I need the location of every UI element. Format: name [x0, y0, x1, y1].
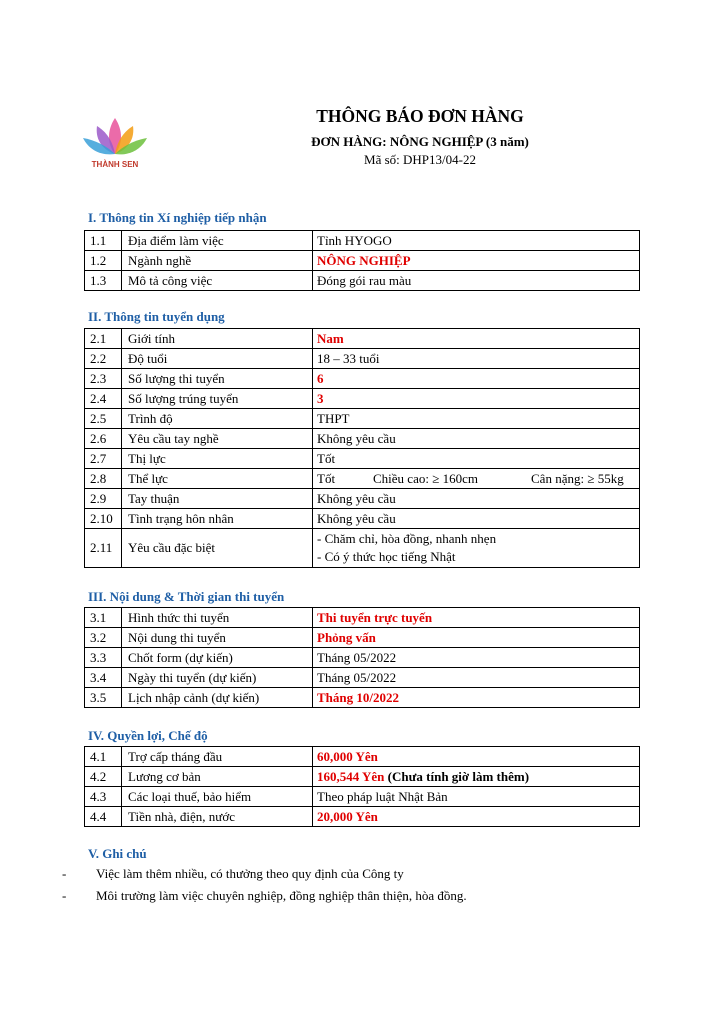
table-row — [85, 489, 640, 509]
weight-requirement: Cân nặng: ≥ 55kg — [531, 470, 624, 486]
page-title: THÔNG BÁO ĐƠN HÀNG — [316, 106, 524, 126]
table-row — [85, 409, 640, 429]
row-number: 2.7 — [85, 449, 122, 469]
row-number: 4.4 — [85, 807, 122, 827]
salary-value: 160,544 Yên — [317, 768, 385, 784]
section-4-heading: IV. Quyền lợi, Chế độ — [88, 728, 208, 743]
row-value: 60,000 Yên — [313, 747, 640, 767]
row-value: Tháng 10/2022 — [313, 688, 640, 708]
row-number: 2.5 — [85, 409, 122, 429]
row-label: Trợ cấp tháng đầu — [122, 747, 313, 767]
row-label: Nội dung thi tuyển — [122, 628, 313, 648]
table-row — [85, 608, 640, 628]
row-label: Lương cơ bản — [122, 767, 313, 787]
row-number: 2.2 — [85, 349, 122, 369]
table-row — [85, 628, 640, 648]
table-row — [85, 469, 640, 489]
row-label: Yêu cầu tay nghề — [122, 429, 313, 449]
row-value: 3 — [313, 389, 640, 409]
table-row — [85, 688, 640, 708]
table-row — [85, 767, 640, 787]
row-value: Tỉnh HYOGO — [313, 231, 640, 251]
table-row — [85, 231, 640, 251]
row-value: Không yêu cầu — [313, 429, 640, 449]
row-value: Không yêu cầu — [313, 509, 640, 529]
table-row — [85, 807, 640, 827]
table-row — [85, 529, 640, 568]
row-value: Tốt — [313, 449, 640, 469]
section-4-table — [84, 746, 640, 827]
row-number: 2.1 — [85, 329, 122, 349]
row-number: 2.9 — [85, 489, 122, 509]
salary-note: (Chưa tính giờ làm thêm) — [387, 768, 530, 784]
row-label: Các loại thuế, bảo hiểm — [122, 787, 313, 807]
row-label: Thị lực — [122, 449, 313, 469]
row-label: Giới tính — [122, 329, 313, 349]
table-row — [85, 429, 640, 449]
table-row — [85, 349, 640, 369]
order-code: Mã số: DHP13/04-22 — [364, 152, 476, 167]
row-value: Thi tuyển trực tuyến — [313, 608, 640, 628]
row-value — [313, 469, 640, 489]
height-requirement: Chiều cao: ≥ 160cm — [373, 470, 478, 486]
table-row — [85, 747, 640, 767]
section-2-heading: II. Thông tin tuyển dụng — [88, 309, 225, 324]
row-label: Mô tả công việc — [122, 271, 313, 291]
row-label: Thể lực — [122, 469, 313, 489]
company-logo — [75, 112, 155, 174]
row-value: NÔNG NGHIỆP — [313, 251, 640, 271]
row-number: 2.4 — [85, 389, 122, 409]
note-text: Việc làm thêm nhiều, có thưởng theo quy định của Công ty — [96, 866, 404, 881]
bullet-dash: - — [62, 866, 67, 881]
row-value: 18 – 33 tuổi — [313, 349, 640, 369]
table-row — [85, 668, 640, 688]
table-row — [85, 648, 640, 668]
row-number: 1.2 — [85, 251, 122, 271]
special-req-2: - Có ý thức học tiếng Nhật — [317, 549, 456, 564]
row-number: 1.3 — [85, 271, 122, 291]
section-3-heading: III. Nội dung & Thời gian thi tuyển — [88, 589, 285, 604]
special-req-1: - Chăm chỉ, hòa đồng, nhanh nhẹn — [317, 531, 497, 546]
row-number: 4.2 — [85, 767, 122, 787]
row-number: 2.3 — [85, 369, 122, 389]
row-number: 3.4 — [85, 668, 122, 688]
row-number: 4.1 — [85, 747, 122, 767]
row-value — [313, 529, 640, 568]
row-value: 6 — [313, 369, 640, 389]
row-number: 2.11 — [85, 529, 122, 568]
notes-list — [62, 866, 467, 910]
list-item — [62, 888, 467, 904]
row-label: Chốt form (dự kiến) — [122, 648, 313, 668]
note-text: Môi trường làm việc chuyên nghiệp, đồng nghiệp thân thiện, hòa đồng. — [96, 888, 467, 903]
row-value: Không yêu cầu — [313, 489, 640, 509]
table-row — [85, 787, 640, 807]
row-label: Tình trạng hôn nhân — [122, 509, 313, 529]
row-label: Địa điểm làm việc — [122, 231, 313, 251]
table-row — [85, 271, 640, 291]
row-number: 3.3 — [85, 648, 122, 668]
row-number: 2.6 — [85, 429, 122, 449]
row-number: 2.10 — [85, 509, 122, 529]
row-label: Số lượng trúng tuyển — [122, 389, 313, 409]
row-number: 4.3 — [85, 787, 122, 807]
section-5-heading: V. Ghi chú — [88, 846, 147, 861]
row-label: Độ tuổi — [122, 349, 313, 369]
row-value: Đóng gói rau màu — [313, 271, 640, 291]
row-label: Trình độ — [122, 409, 313, 429]
row-value: Phỏng vấn — [313, 628, 640, 648]
fitness-value: Tốt — [317, 470, 336, 486]
section-3-table — [84, 607, 640, 708]
row-label: Số lượng thi tuyển — [122, 369, 313, 389]
section-1-heading: I. Thông tin Xí nghiệp tiếp nhận — [88, 210, 267, 225]
row-number: 3.1 — [85, 608, 122, 628]
row-value: 20,000 Yên — [313, 807, 640, 827]
row-value: Tháng 05/2022 — [313, 648, 640, 668]
row-value: Nam — [313, 329, 640, 349]
bullet-dash: - — [62, 888, 67, 903]
row-value: Tháng 05/2022 — [313, 668, 640, 688]
row-label: Tay thuận — [122, 489, 313, 509]
row-label: Lịch nhập cảnh (dự kiến) — [122, 688, 313, 708]
table-row — [85, 449, 640, 469]
table-row — [85, 509, 640, 529]
table-row — [85, 369, 640, 389]
page-subtitle: ĐƠN HÀNG: NÔNG NGHIỆP (3 năm) — [311, 134, 529, 149]
row-label: Ngày thi tuyển (dự kiến) — [122, 668, 313, 688]
row-number: 3.2 — [85, 628, 122, 648]
row-label: Tiền nhà, điện, nước — [122, 807, 313, 827]
row-value: THPT — [313, 409, 640, 429]
section-2-table — [84, 328, 640, 568]
table-row — [85, 329, 640, 349]
row-label: Hình thức thi tuyển — [122, 608, 313, 628]
table-row — [85, 251, 640, 271]
logo-text: THÀNH SEN — [91, 160, 139, 169]
row-number: 1.1 — [85, 231, 122, 251]
row-number: 3.5 — [85, 688, 122, 708]
table-row — [85, 389, 640, 409]
row-number: 2.8 — [85, 469, 122, 489]
row-value — [313, 767, 640, 787]
row-label: Yêu cầu đặc biệt — [122, 529, 313, 568]
section-1-table — [84, 230, 640, 291]
list-item — [62, 866, 467, 882]
row-value: Theo pháp luật Nhật Bản — [313, 787, 640, 807]
row-label: Ngành nghề — [122, 251, 313, 271]
